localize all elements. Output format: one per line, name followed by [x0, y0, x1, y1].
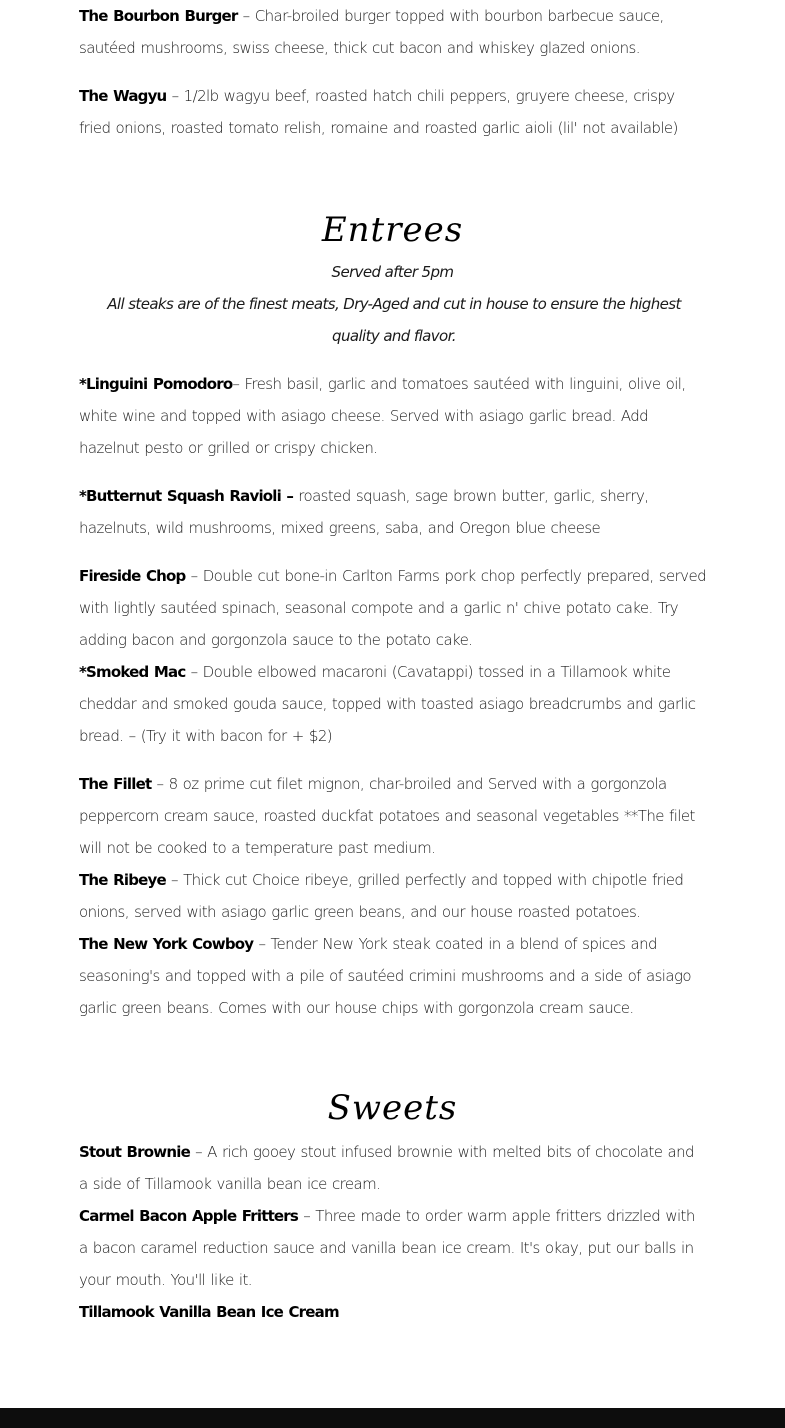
entrees-steak-note: All steaks are of the finest meats, Dry-Aged and cut in house to ensure the highest quality and flavor. — [107, 295, 681, 345]
menu-item-name: The Ribeye — [79, 871, 166, 889]
menu-item-stout-brownie — [79, 1136, 706, 1200]
menu-item-vanilla-ice-cream — [79, 1296, 706, 1328]
menu-item-description: – Double elbowed macaroni (Cavatappi) tossed in a Tillamook white cheddar and smoked gouda sauce, topped with toasted asiago breadcrumbs and garlic bread. – (Try it with bacon for + $2) — [79, 663, 696, 745]
menu-item-description: – Tender New York steak coated in a blend of spices and seasoning's and topped with a pile of sautéed crimini mushrooms and a side of asiago garlic green beans. Comes with our house chips with gorgonzola cream sauce. — [79, 935, 691, 1017]
entrees-served-note: Served after 5pm — [331, 263, 454, 281]
menu-item-description: – Char-broiled burger topped with bourbon barbecue sauce, sautéed mushrooms, swiss cheese, thick cut bacon and whiskey glazed onions. — [79, 7, 664, 57]
menu-item-description: – A rich gooey stout infused brownie with melted bits of chocolate and a side of Tillamook vanilla bean ice cream. — [79, 1143, 694, 1193]
menu-item-name: The Fillet — [79, 775, 152, 793]
menu-item-wagyu — [79, 80, 706, 144]
menu-item-description: – 8 oz prime cut filet mignon, char-broiled and Served with a gorgonzola peppercorn cream sauce, roasted duckfat potatoes and seasonal vegetables **The filet will not be cooked to a temperature past medium. — [79, 775, 695, 857]
menu-item-description: – Thick cut Choice ribeye, grilled perfectly and topped with chipotle fried onions, served with asiago garlic green beans, and our house roasted potatoes. — [79, 871, 684, 921]
menu-item-name: The Wagyu — [79, 87, 167, 105]
menu-item-name: The Bourbon Burger — [79, 7, 238, 25]
menu-item-smoked-mac — [79, 656, 706, 752]
menu-item-the-ribeye — [79, 864, 706, 928]
menu-item-description: – Fresh basil, garlic and tomatoes sautéed with linguini, olive oil, white wine and topped with asiago cheese. Served with asiago garlic bread. Add hazelnut pesto or grilled or crispy chicken. — [79, 375, 686, 457]
menu-item-name: Fireside Chop — [79, 567, 186, 585]
menu-item-name: *Linguini Pomodoro — [79, 375, 233, 393]
menu-item-apple-fritters — [79, 1200, 706, 1296]
menu-item-description: – 1/2lb wagyu beef, roasted hatch chili peppers, gruyere cheese, crispy fried onions, roasted tomato relish, romaine and roasted garlic aioli (lil' not available) — [79, 87, 678, 137]
menu-item-description: – Double cut bone-in Carlton Farms pork chop perfectly prepared, served with lightly sautéed spinach, seasonal compote and a garlic n' chive potato cake. Try adding bacon and gorgonzola sauce to the potato cake. — [79, 567, 706, 649]
menu-item-name: Carmel Bacon Apple Fritters — [79, 1207, 299, 1225]
menu-item-name: *Smoked Mac — [79, 663, 186, 681]
menu-item-name: Stout Brownie — [79, 1143, 190, 1161]
menu-item-butternut-squash-ravioli — [79, 480, 706, 544]
menu-item-new-york-cowboy — [79, 928, 706, 1024]
menu-item-fireside-chop — [79, 560, 706, 656]
menu-item-the-fillet — [79, 768, 706, 864]
menu-item-description: roasted squash, sage brown butter, garlic, sherry, hazelnuts, wild mushrooms, mixed greens, saba, and Oregon blue cheese — [79, 487, 649, 537]
menu-item-name: The New York Cowboy — [79, 935, 254, 953]
menu-item-linguini-pomodoro — [79, 368, 706, 464]
menu-item-name: *Butternut Squash Ravioli – — [79, 487, 294, 505]
section-title-entrees: Entrees — [321, 210, 464, 250]
footer-bar — [0, 1408, 785, 1428]
menu-item-bourbon-burger — [79, 0, 706, 64]
menu-item-name: Tillamook Vanilla Bean Ice Cream — [79, 1303, 339, 1321]
section-title-sweets: Sweets — [327, 1088, 458, 1128]
menu-item-description: – Three made to order warm apple fritters drizzled with a bacon caramel reduction sauce and vanilla bean ice cream. It's okay, put our balls in your mouth. You'll like it. — [79, 1207, 695, 1289]
